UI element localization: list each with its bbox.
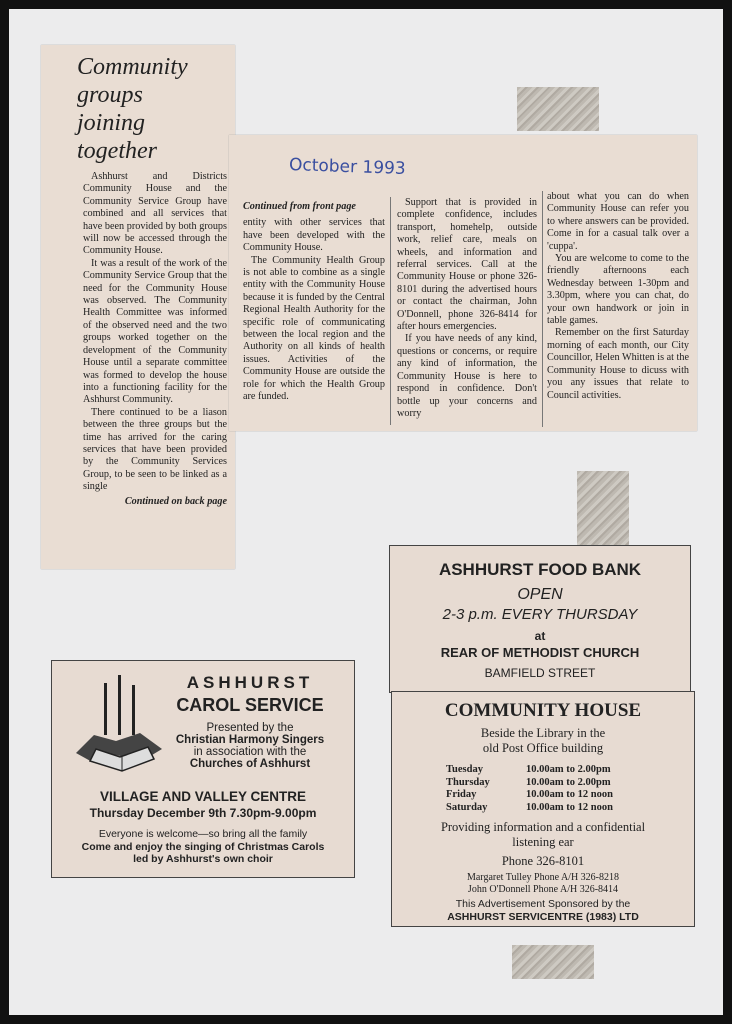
sponsor-line: This Advertisement Sponsored by the	[455, 898, 631, 910]
article-column-1	[83, 171, 227, 508]
carol-welcome: led by Ashhurst's own choir	[133, 853, 273, 865]
continued-note: Continued from front page	[243, 201, 356, 212]
carol-welcome: Everyone is welcome—so bring all the family	[98, 828, 308, 840]
food-bank-at: at	[534, 629, 546, 643]
continued-note: Continued on back page	[124, 495, 227, 507]
carol-line: Churches of Ashhurst	[189, 758, 311, 770]
paragraph: If you have needs of any kind, questions or concerns, or require any kind of information, the Community House is here to respond in confidence. Don't bottle up your concerns and worry	[397, 333, 537, 419]
hours-row	[446, 764, 694, 777]
opening-hours	[446, 764, 694, 814]
headline-line: together	[77, 138, 157, 164]
food-bank-street: BAMFIELD STREET	[484, 666, 596, 680]
carol-venue: VILLAGE AND VALLEY CENTRE	[99, 789, 306, 804]
info-line: Providing information and a confidential	[440, 820, 646, 834]
food-bank-title: ASHHURST FOOD BANK	[438, 560, 642, 579]
paragraph: Ashhurst and Districts Community House and the Community Service Group have combined and all services that have been provided by both groups will now be accessed through the Community House.	[83, 171, 227, 257]
carol-line: in association with the	[193, 746, 307, 758]
carol-line: Christian Harmony Singers	[175, 734, 325, 746]
paragraph: about what you can do when Community House can refer you to where answers can be provided. Come in for a casual talk over a 'cuppa'.	[547, 191, 689, 252]
paragraph: There continued to be a liason between the three groups but the time has arrived for the caring services that have been provided by the Community Services Group, to be seen to be linked as a single	[83, 406, 227, 493]
headline	[77, 53, 188, 165]
article-column-4	[547, 191, 689, 402]
paragraph: You are welcome to come to the friendly afternoons each Wednesday between 1-30pm and 3.30pm, where you can chat, do your own handwork or join in table games.	[547, 253, 689, 327]
hours-time: 10.00am to 2.00pm	[526, 776, 611, 788]
paragraph: The Community Health Group is not able to combine as a single entity with the Community House because it is funded by the Central Regional Health Authority for the specific role of communicating between the local region and the Authority on all kinds of health issues. Activities of the Community House are outside the role for which the Health Group are funded.	[243, 254, 385, 403]
headline-line: groups	[77, 82, 143, 108]
handwritten-date: October 1993	[288, 154, 407, 180]
hours-time: 10.00am to 12 noon	[526, 801, 613, 813]
hours-row	[446, 802, 694, 815]
hours-row	[446, 789, 694, 802]
hours-day: Thursday	[446, 776, 490, 788]
column-rule	[542, 191, 543, 427]
article-clipping-right	[229, 135, 697, 431]
community-house-title: COMMUNITY HOUSE	[444, 700, 642, 721]
paragraph: Remember on the first Saturday morning of each month, our City Councillor, Helen Whitten is at the Community House to dicuss with you any issues that relate to Council activities.	[547, 327, 689, 401]
food-bank-open: OPEN	[517, 586, 563, 603]
article-clipping-left	[41, 45, 235, 569]
article-column-3	[397, 197, 537, 420]
column-rule	[390, 197, 391, 425]
food-bank-ad	[389, 545, 691, 693]
paragraph: It was a result of the work of the Community Service Group that the need for the Community House was observed. The Community Health Committee was informed of the observed need and the two groups worked together on the development of the Community House until a separate committee was formed to develop the house into a functioning facility for the Ashhurst Community.	[83, 257, 227, 406]
food-bank-location: REAR OF METHODIST CHURCH	[440, 645, 640, 660]
headline-line: joining	[77, 110, 146, 136]
location-line: old Post Office building	[482, 741, 604, 755]
tape-strip	[517, 87, 599, 131]
paragraph: Support that is provided in complete confidence, includes transport, homehelp, outside work, relief care, meals on wheels, and information and referral services. Call at the Community House or phone 326-8101 during the advertised hours or contact the chairman, John O'Donnell, phone 326-8414 for after hours emergencies.	[397, 197, 537, 333]
scrapbook-page	[9, 9, 723, 1015]
contact-line: Margaret Tulley Phone A/H 326-8218	[466, 872, 620, 883]
paragraph: entity with other services that have been developed with the Community House.	[243, 217, 385, 254]
hours-day: Saturday	[446, 801, 488, 813]
info-line: listening ear	[512, 835, 574, 849]
article-column-2	[243, 201, 385, 404]
hours-day: Friday	[446, 789, 477, 800]
headline-line: Community	[77, 54, 188, 80]
tape-strip	[512, 945, 594, 979]
sponsor-name: ASHHURST SERVICENTRE (1983) LTD	[447, 911, 639, 923]
hours-time: 10.00am to 2.00pm	[526, 764, 611, 775]
carol-subtitle: CAROL SERVICE	[176, 695, 324, 715]
carol-date: Thursday December 9th 7.30pm-9.00pm	[89, 806, 317, 820]
contact-line: John O'Donnell Phone A/H 326-8414	[467, 884, 619, 895]
carol-title: ASHHURST	[186, 673, 314, 692]
carol-welcome: Come and enjoy the singing of Christmas Carols	[81, 840, 325, 853]
hours-time: 10.00am to 12 noon	[526, 789, 613, 800]
hours-day: Tuesday	[446, 764, 483, 775]
carol-line: Presented by the	[206, 722, 294, 734]
food-bank-hours: 2-3 p.m. EVERY THURSDAY	[442, 606, 638, 623]
community-house-ad	[391, 691, 695, 927]
carol-service-ad	[51, 660, 355, 878]
location-line: Beside the Library in the	[480, 726, 606, 740]
hours-row	[446, 777, 694, 790]
phone-line: Phone 326-8101	[501, 854, 585, 868]
